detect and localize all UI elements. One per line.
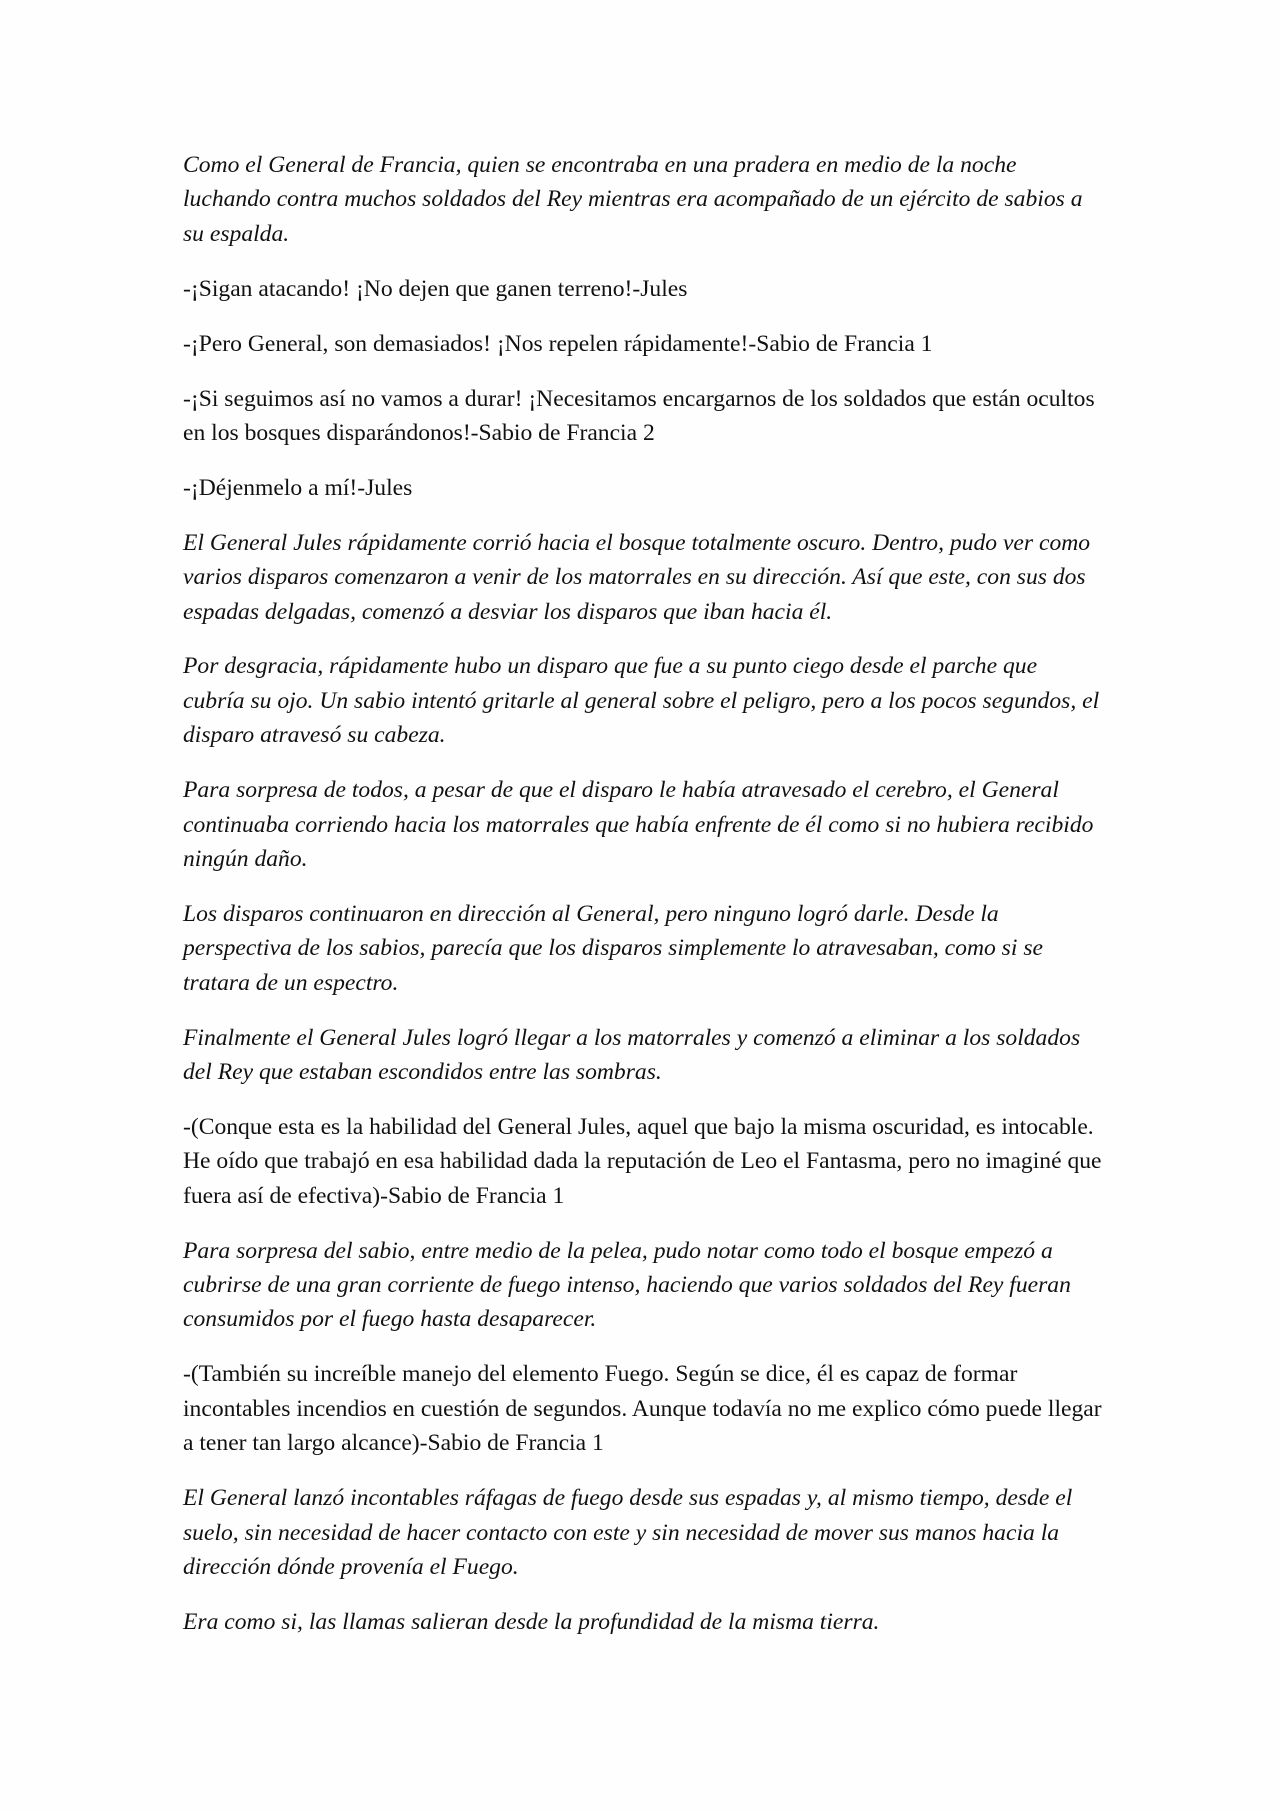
dialogue-paragraph: -(También su increíble manejo del elemento Fuego. Según se dice, él es capaz de formar incontables incendios en cuestión de segundos. Aunque todavía no me explico cómo puede llegar a tener tan largo alcance)-Sabio de Francia 1 xyxy=(183,1361,1102,1457)
narration-paragraph: Por desgracia, rápidamente hubo un disparo que fue a su punto ciego desde el parche que cubría su ojo. Un sabio intentó gritarle al general sobre el peligro, pero a los pocos segundos, el disparo atravesó su cabeza. xyxy=(183,653,1100,749)
narration-paragraph: Para sorpresa del sabio, entre medio de la pelea, pudo notar como todo el bosque empezó a cubrirse de una gran corriente de fuego intenso, haciendo que varios soldados del Rey fueran consumidos por el fuego hasta desaparecer. xyxy=(183,1237,1071,1333)
dialogue-paragraph: -¡Déjenmelo a mí!-Jules xyxy=(183,474,413,501)
narration-paragraph: Como el General de Francia, quien se encontraba en una pradera en medio de la noche luchando contra muchos soldados del Rey mientras era acompañado de un ejército de sabios a su espalda. xyxy=(183,152,1083,247)
narration-paragraph: Era como si, las llamas salieran desde la profundidad de la misma tierra. xyxy=(183,1608,880,1635)
dialogue-paragraph: -¡Si seguimos así no vamos a durar! ¡Necesitamos encargarnos de los soldados que están ocultos en los bosques disparándonos!-Sabio de Francia 2 xyxy=(183,385,1095,446)
dialogue-paragraph: -¡Sigan atacando! ¡No dejen que ganen terreno!-Jules xyxy=(183,275,688,302)
dialogue-paragraph: -¡Pero General, son demasiados! ¡Nos repelen rápidamente!-Sabio de Francia 1 xyxy=(183,330,933,357)
narration-paragraph: El General lanzó incontables ráfagas de fuego desde sus espadas y, al mismo tiempo, desde el suelo, sin necesidad de hacer contacto con este y sin necesidad de mover sus manos hacia la dirección dónde provenía el Fuego. xyxy=(183,1485,1073,1580)
document-body xyxy=(183,148,1103,1660)
narration-paragraph: El General Jules rápidamente corrió hacia el bosque totalmente oscuro. Dentro, pudo ver como varios disparos comenzaron a venir de los matorrales en su dirección. Así que este, con sus dos espadas delgadas, comenzó a desviar los disparos que iban hacia él. xyxy=(183,529,1091,625)
dialogue-paragraph: -(Conque esta es la habilidad del General Jules, aquel que bajo la misma oscuridad, es intocable. He oído que trabajó en esa habilidad dada la reputación de Leo el Fantasma, pero no imaginé que fuera así de efectiva)-Sabio de Francia 1 xyxy=(183,1113,1102,1209)
narration-paragraph: Para sorpresa de todos, a pesar de que el disparo le había atravesado el cerebro, el General continuaba corriendo hacia los matorrales que había enfrente de él como si no hubiera recibido ningún daño. xyxy=(183,777,1094,872)
narration-paragraph: Finalmente el General Jules logró llegar a los matorrales y comenzó a eliminar a los soldados del Rey que estaban escondidos entre las sombras. xyxy=(183,1024,1081,1086)
narration-paragraph: Los disparos continuaron en dirección al General, pero ninguno logró darle. Desde la perspectiva de los sabios, parecía que los disparos simplemente lo atravesaban, como si se tratara de un espectro. xyxy=(183,900,1043,996)
